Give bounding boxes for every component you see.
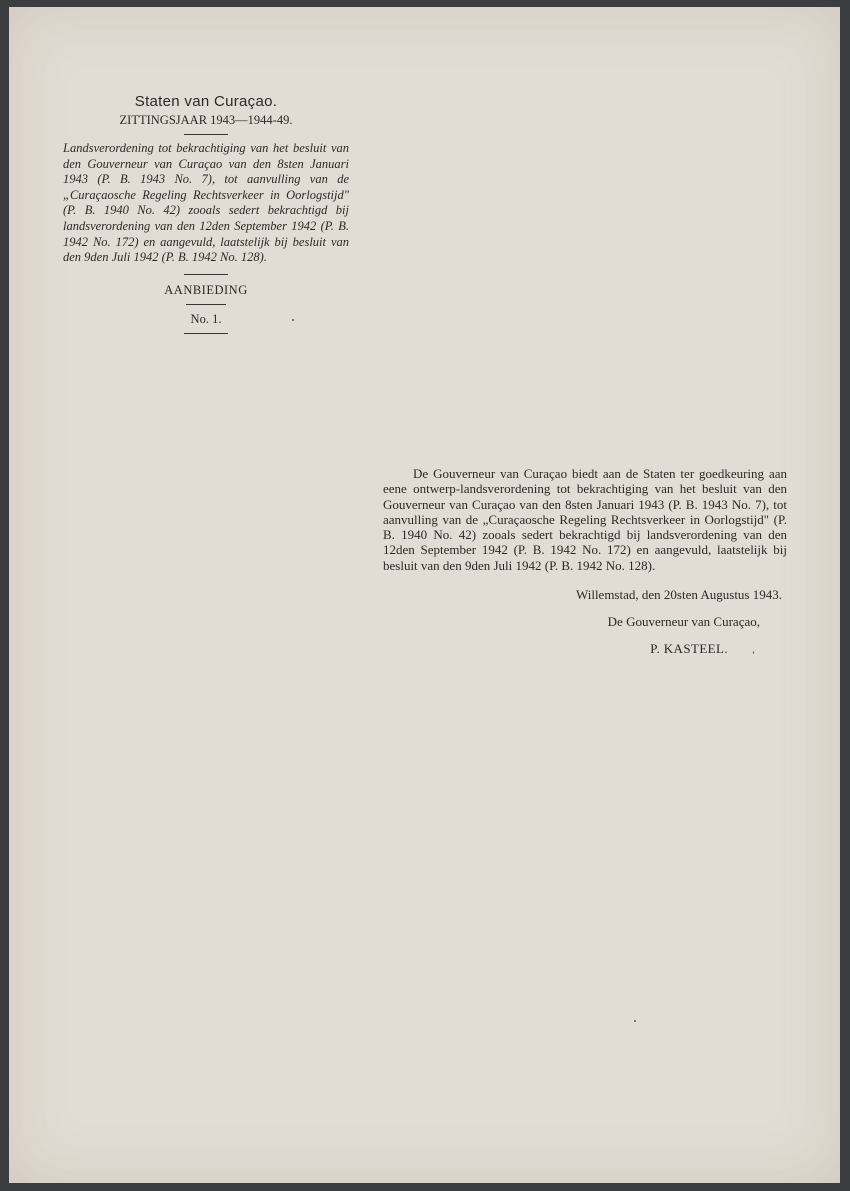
body-block bbox=[383, 466, 787, 657]
signatory-role: De Gouverneur van Curaçao, bbox=[607, 614, 760, 630]
paper-speck bbox=[292, 319, 294, 321]
divider bbox=[184, 134, 228, 135]
document-page bbox=[9, 7, 840, 1183]
signatory-name: P. KASTEEL. bbox=[650, 641, 728, 657]
paper-speck bbox=[753, 651, 754, 654]
section-heading: AANBIEDING bbox=[164, 282, 248, 297]
divider bbox=[184, 333, 228, 334]
place-date: Willemstad, den 20sten Augustus 1943. bbox=[575, 587, 782, 603]
header-block bbox=[61, 92, 351, 334]
ordinance-subject: Landsverordening tot bekrachtiging van het besluit van den Gouverneur van Curaçao van den 8sten Januari 1943 (P. B. 1943 No. 7), tot aanvulling van de „Curaçaosche Regeling Rechtsverkeer in Oorlogstijd" (P. B. 1940 No. 42) zooals sedert bekrachtigd bij landsverordening van den 12den September 1942 (P. B. 1942 No. 172) en aangevuld, laatstelijk bij besluit van den 9den Juli 1942 (P. B. 1942 No. 128). bbox=[63, 141, 349, 265]
session-year: ZITTINGSJAAR 1943—1944-49. bbox=[119, 113, 293, 127]
parliament-title: Staten van Curaçao. bbox=[134, 93, 278, 110]
body-paragraph: De Gouverneur van Curaçao biedt aan de Staten ter goedkeuring aan eene ontwerp-landsverordening tot bekrachtiging van het besluit van den Gouverneur van Curaçao van den 8sten Januari 1943 (P. B. 1943 No. 7), tot aanvulling van de „Curaçaosche Regeling Rechtsverkeer in Oorlogstijd" (P. B. 1940 No. 42) zooals sedert bekrachtigd bij landsverordening van den 12den September 1942 (P. B. 1942 No. 172) en aangevuld, laatstelijk bij besluit van den 9den Juli 1942 (P. B. 1942 No. 128). bbox=[383, 466, 787, 573]
divider bbox=[186, 304, 226, 305]
divider bbox=[184, 274, 228, 275]
paper-speck bbox=[634, 1020, 636, 1022]
section-number: No. 1. bbox=[190, 311, 222, 326]
